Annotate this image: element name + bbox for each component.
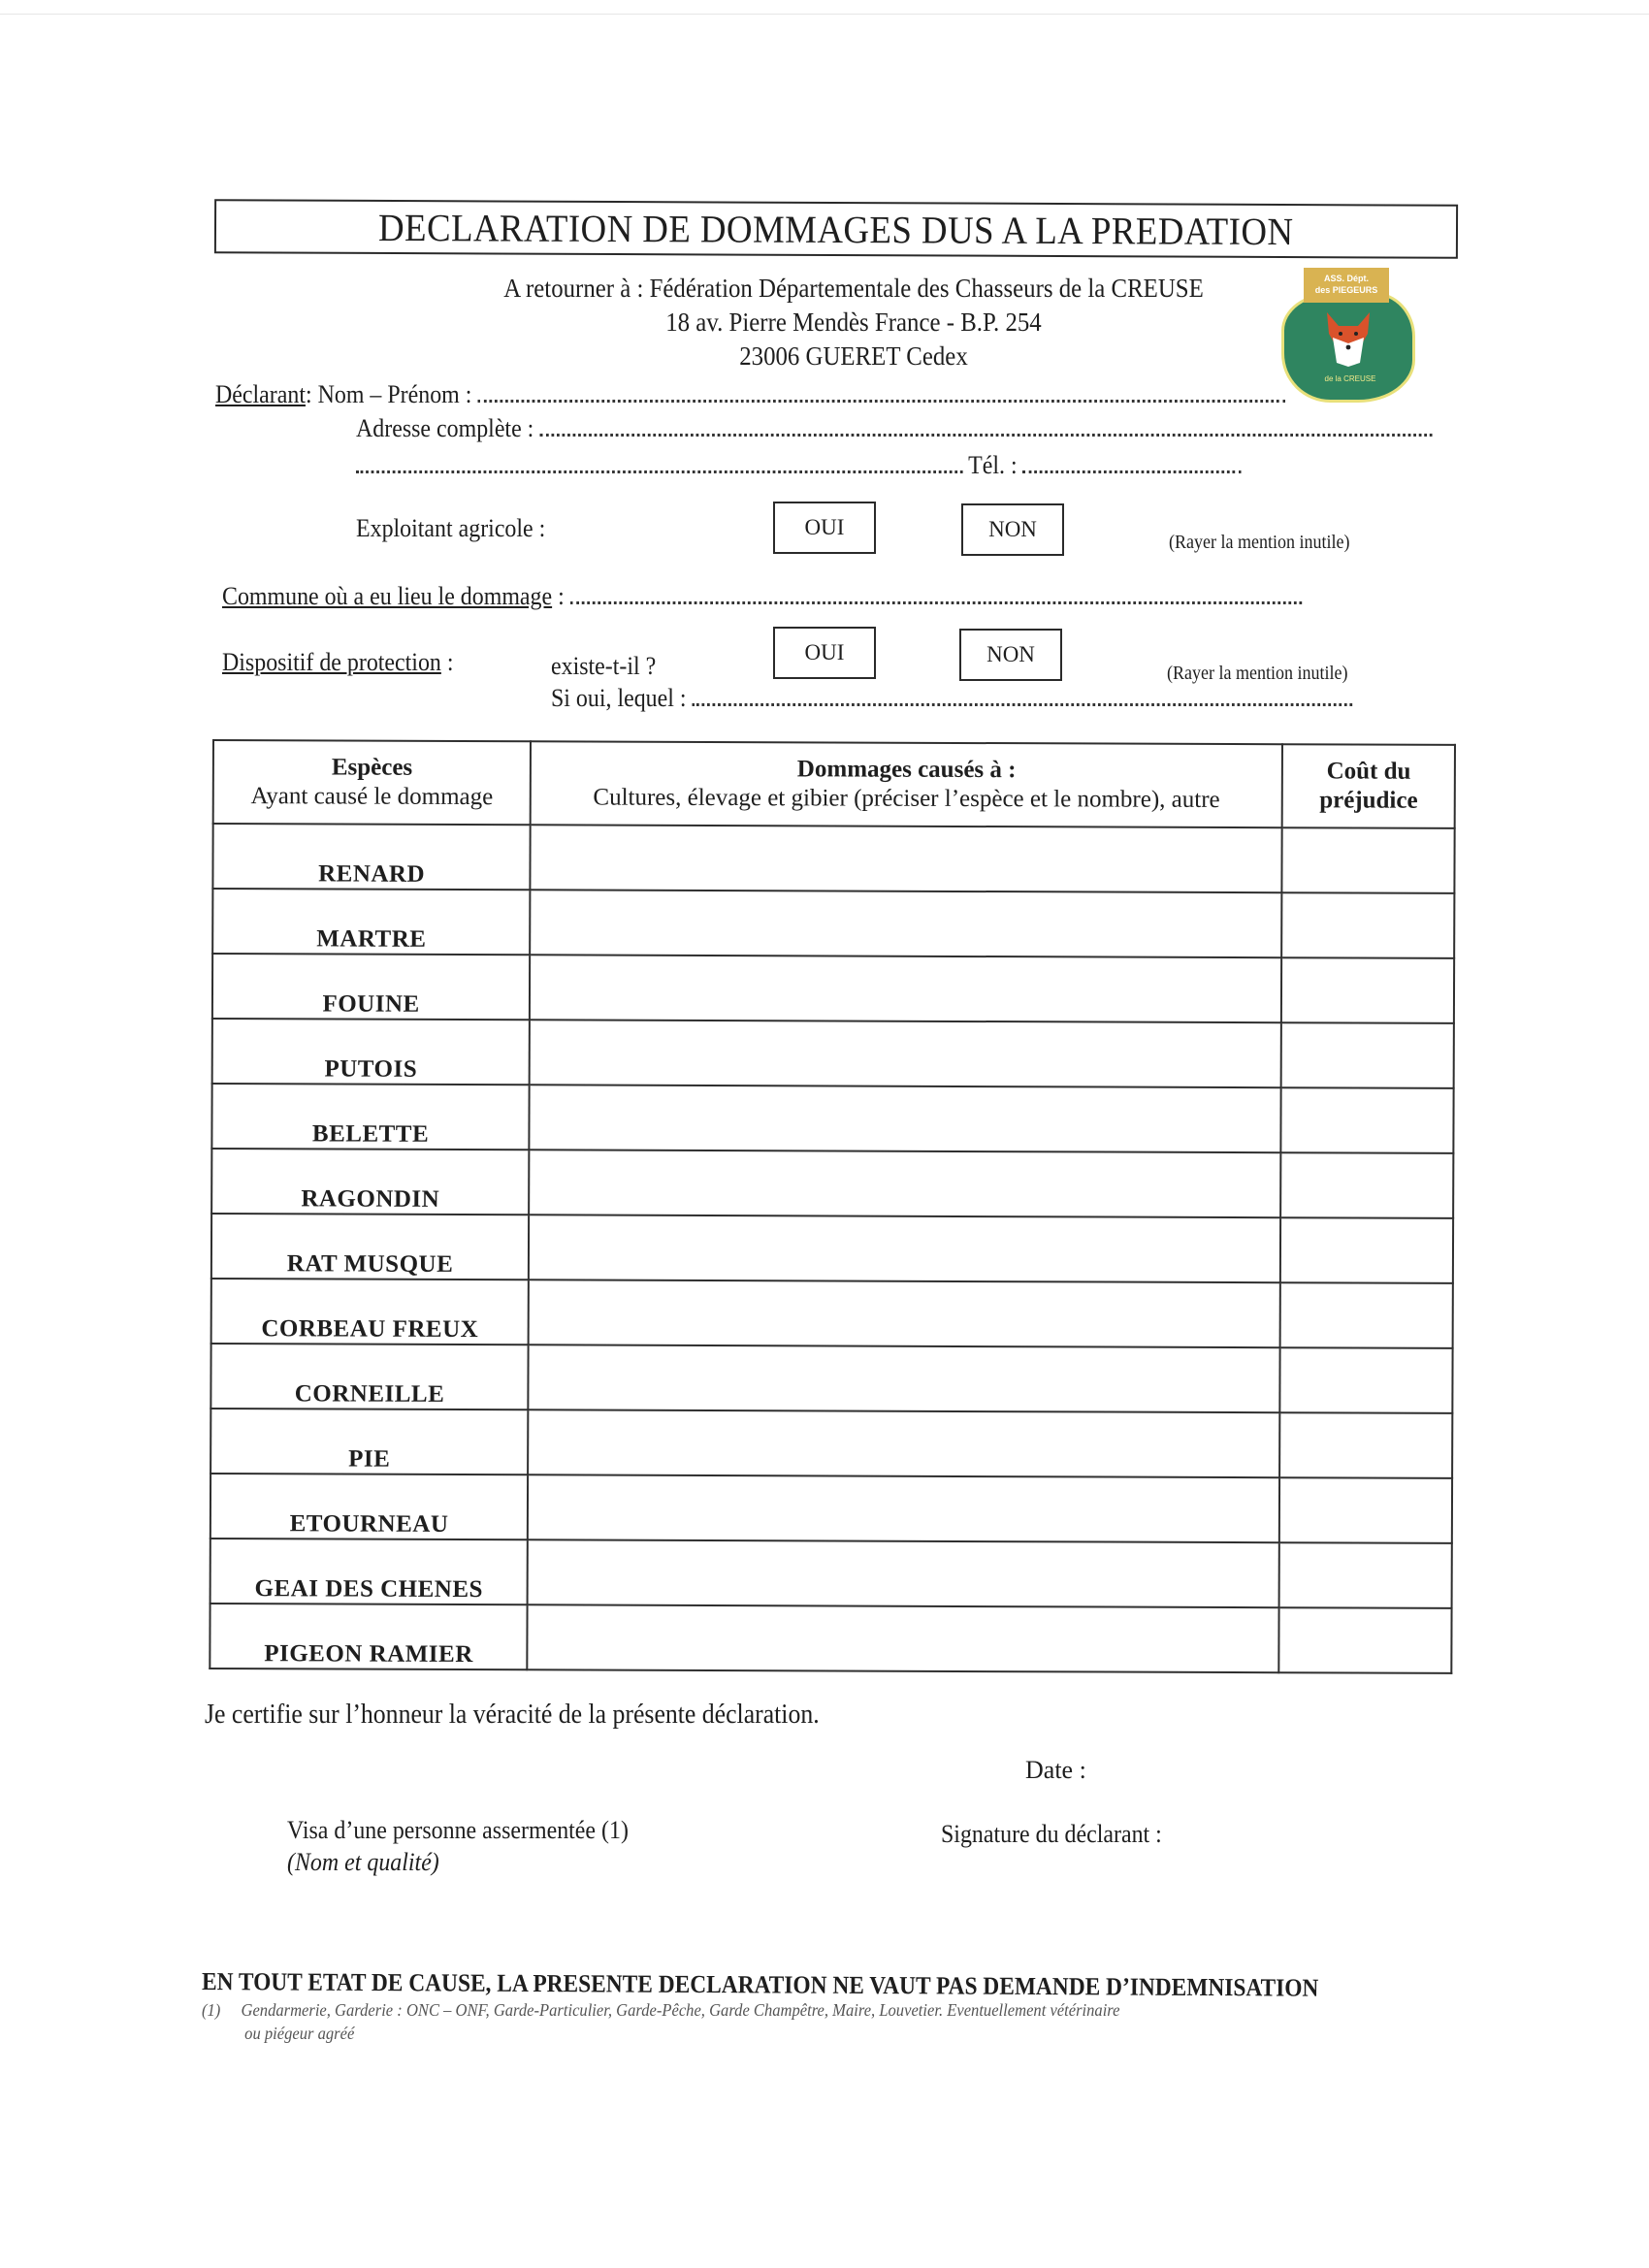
address-row bbox=[356, 414, 1432, 443]
protection-hint: (Rayer la mention inutile) bbox=[1167, 663, 1348, 684]
damages-cell[interactable] bbox=[528, 1409, 1279, 1477]
damages-cell[interactable] bbox=[529, 1215, 1280, 1282]
exploitant-non-box[interactable] bbox=[961, 503, 1064, 556]
table-row bbox=[210, 1409, 1452, 1478]
commune-label: Commune où a eu lieu le dommage bbox=[222, 582, 553, 610]
protection-colon: : bbox=[446, 648, 454, 676]
commune-colon: : bbox=[558, 582, 565, 610]
table-row bbox=[211, 1149, 1453, 1218]
table-header-row bbox=[213, 740, 1455, 828]
phone-field[interactable] bbox=[1023, 465, 1242, 473]
header-species-title: Espèces bbox=[331, 754, 413, 781]
damages-cell[interactable] bbox=[529, 1345, 1280, 1412]
table-row bbox=[212, 889, 1454, 958]
cost-cell[interactable] bbox=[1282, 827, 1455, 893]
protection-oui-label: OUI bbox=[804, 640, 845, 664]
damages-cell[interactable] bbox=[531, 825, 1282, 892]
species-name: CORNEILLE bbox=[210, 1344, 529, 1409]
damages-cell[interactable] bbox=[528, 1539, 1279, 1607]
damages-table bbox=[209, 739, 1456, 1674]
damages-cell[interactable] bbox=[530, 890, 1281, 957]
header-damages bbox=[531, 741, 1282, 827]
cost-cell[interactable] bbox=[1280, 1282, 1453, 1348]
table-row bbox=[212, 954, 1454, 1023]
header-damages-title: Dommages causés à : bbox=[796, 756, 1017, 784]
declarant-label: Déclarant bbox=[215, 380, 306, 408]
cost-cell[interactable] bbox=[1279, 1542, 1452, 1608]
header-damages-subtitle: Cultures, élevage et gibier (préciser l’espèce et le nombre), autre bbox=[593, 784, 1220, 813]
cost-cell[interactable] bbox=[1281, 1087, 1454, 1153]
footnote-line-1: Gendarmerie, Garderie : ONC – ONF, Garde-Particulier, Garde-Pêche, Garde Champêtre, Maire, Louvetier. Eventuellement vétérinaire bbox=[241, 2000, 1120, 2020]
logo-banner-line-2: des PIEGEURS bbox=[1314, 285, 1378, 295]
table-row bbox=[210, 1344, 1452, 1413]
table-row bbox=[211, 1279, 1453, 1348]
species-name: PIE bbox=[210, 1409, 529, 1474]
return-line-2: 18 av. Pierre Mendès France - B.P. 254 bbox=[665, 308, 1042, 337]
damages-cell[interactable] bbox=[528, 1474, 1279, 1542]
logo-banner-line-1: ASS. Dépt. bbox=[1323, 274, 1369, 283]
table-row bbox=[211, 1084, 1453, 1153]
header-cost bbox=[1282, 744, 1455, 828]
return-line-1: A retourner à : Fédération Départementale des Chasseurs de la CREUSE bbox=[503, 274, 1204, 303]
protection-label: Dispositif de protection bbox=[222, 648, 441, 676]
protection-non-label: NON bbox=[986, 642, 1035, 666]
cost-cell[interactable] bbox=[1281, 892, 1454, 958]
commune-field[interactable] bbox=[570, 596, 1302, 604]
protection-which-row bbox=[551, 684, 1352, 713]
cost-cell[interactable] bbox=[1281, 957, 1454, 1023]
commune-row bbox=[222, 582, 1302, 611]
return-address bbox=[407, 272, 1300, 373]
damages-cell[interactable] bbox=[530, 1085, 1281, 1152]
signature-label: Signature du déclarant : bbox=[941, 1820, 1162, 1848]
visa-label: Visa d’une personne assermentée (1) bbox=[287, 1816, 629, 1844]
page-title: DECLARATION DE DOMMAGES DUS A LA PREDATION bbox=[378, 205, 1294, 253]
cost-cell[interactable] bbox=[1280, 1347, 1453, 1413]
species-name: RENARD bbox=[212, 824, 531, 890]
cost-cell[interactable] bbox=[1279, 1412, 1452, 1478]
return-line-3: 23006 GUERET Cedex bbox=[739, 341, 968, 371]
header-cost-subtitle: préjudice bbox=[1319, 787, 1418, 814]
name-label: : Nom – Prénom : bbox=[305, 380, 472, 408]
exploitant-oui-label: OUI bbox=[804, 515, 845, 539]
header-species bbox=[213, 740, 532, 825]
table-row bbox=[210, 1539, 1452, 1608]
exploitant-non-label: NON bbox=[988, 517, 1037, 541]
species-name: MARTRE bbox=[212, 889, 531, 955]
protection-question: existe-t-il ? bbox=[551, 652, 657, 680]
species-name: CORBEAU FREUX bbox=[211, 1279, 530, 1345]
warning-text: EN TOUT ETAT DE CAUSE, LA PRESENTE DECLARATION NE VAUT PAS DEMANDE D’INDEMNISATION bbox=[201, 1967, 1319, 2002]
cost-cell[interactable] bbox=[1280, 1152, 1453, 1218]
species-name: RAGONDIN bbox=[211, 1149, 530, 1215]
damages-cell[interactable] bbox=[530, 1020, 1281, 1087]
protection-which-field[interactable] bbox=[693, 697, 1353, 706]
table-row bbox=[212, 1019, 1454, 1088]
fox-icon bbox=[1321, 308, 1375, 367]
footnote-marker: (1) bbox=[202, 2000, 221, 2020]
damages-cell[interactable] bbox=[529, 1280, 1280, 1347]
visa-block bbox=[287, 1814, 629, 1878]
species-name: PUTOIS bbox=[212, 1019, 531, 1085]
logo-banner bbox=[1304, 268, 1389, 303]
damages-cell[interactable] bbox=[529, 1150, 1280, 1217]
species-name: GEAI DES CHENES bbox=[210, 1539, 529, 1604]
species-name: ETOURNEAU bbox=[210, 1474, 529, 1539]
table-row bbox=[211, 1214, 1453, 1283]
exploitant-hint: (Rayer la mention inutile) bbox=[1169, 532, 1350, 553]
species-name: BELETTE bbox=[211, 1084, 530, 1150]
damages-cell[interactable] bbox=[530, 955, 1281, 1022]
name-field[interactable] bbox=[477, 394, 1285, 403]
footnote-line-2: ou piégeur agréé bbox=[244, 2024, 355, 2043]
protection-row bbox=[222, 648, 454, 677]
logo-caption: de la CREUSE bbox=[1324, 374, 1376, 383]
table-row bbox=[210, 1474, 1452, 1543]
species-name: FOUINE bbox=[212, 954, 531, 1020]
protection-which-label: Si oui, lequel : bbox=[551, 684, 687, 712]
exploitant-label: Exploitant agricole : bbox=[356, 514, 546, 542]
phone-label: Tél. : bbox=[968, 451, 1018, 479]
cost-cell[interactable] bbox=[1280, 1217, 1453, 1283]
table-row bbox=[212, 824, 1454, 893]
cost-cell[interactable] bbox=[1281, 1022, 1454, 1088]
cost-cell[interactable] bbox=[1279, 1607, 1452, 1673]
species-name: RAT MUSQUE bbox=[211, 1214, 530, 1280]
address-field[interactable] bbox=[539, 428, 1432, 437]
protection-non-box[interactable] bbox=[959, 629, 1062, 681]
date-label: Date : bbox=[1025, 1756, 1086, 1784]
address-label: Adresse complète : bbox=[356, 414, 534, 442]
species-name: PIGEON RAMIER bbox=[210, 1604, 528, 1669]
address-field-line-2[interactable] bbox=[356, 465, 963, 473]
damages-cell[interactable] bbox=[528, 1604, 1279, 1672]
table-row bbox=[210, 1604, 1451, 1673]
species-rows bbox=[210, 824, 1454, 1673]
protection-oui-box[interactable] bbox=[773, 627, 876, 679]
federation-logo bbox=[1278, 268, 1422, 402]
title-box bbox=[214, 199, 1458, 259]
cost-cell[interactable] bbox=[1279, 1477, 1452, 1543]
exploitant-oui-box[interactable] bbox=[773, 502, 876, 554]
footnote bbox=[202, 1998, 1119, 2045]
declarant-name-row bbox=[215, 380, 1285, 409]
visa-sublabel: (Nom et qualité) bbox=[287, 1848, 439, 1876]
certification-text: Je certifie sur l’honneur la véracité de la présente déclaration. bbox=[205, 1700, 820, 1730]
address-phone-row bbox=[356, 451, 1242, 480]
header-cost-title: Coût du bbox=[1326, 758, 1411, 785]
page-edge bbox=[0, 14, 1649, 15]
header-species-subtitle: Ayant causé le dommage bbox=[250, 783, 494, 811]
